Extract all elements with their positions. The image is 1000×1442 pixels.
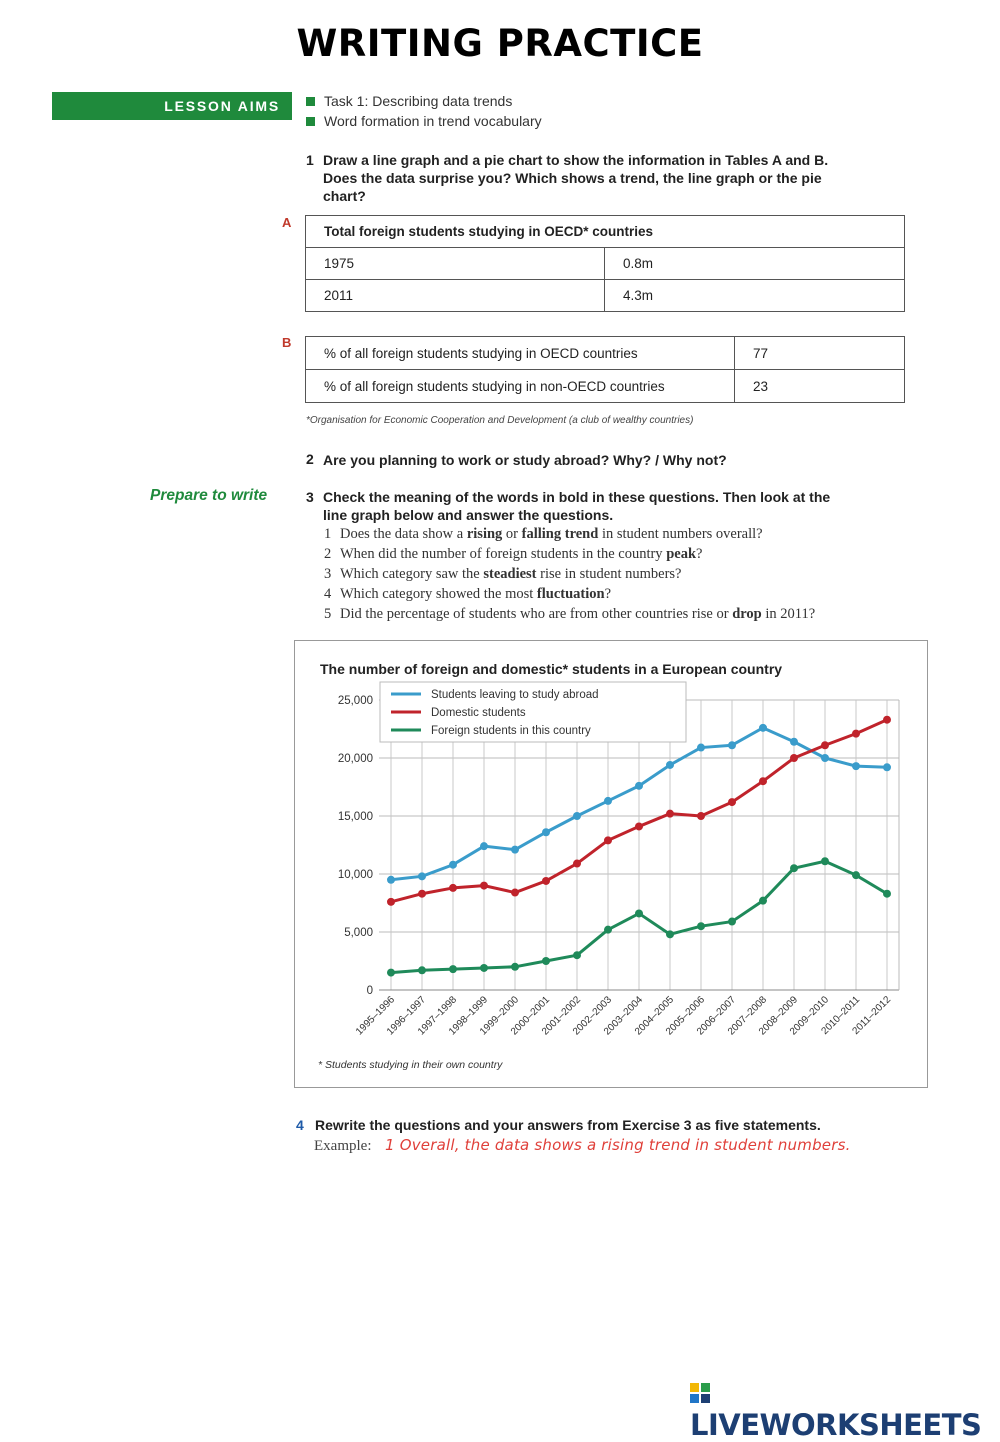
x-tick-label: 1995–1996 (353, 994, 398, 1038)
data-point (449, 884, 457, 892)
example-label: Example: (314, 1138, 372, 1154)
data-point (666, 930, 674, 938)
data-point (604, 836, 612, 844)
data-point (511, 889, 519, 897)
legend-label: Foreign students in this country (431, 725, 591, 737)
bullet-square-icon (306, 97, 315, 106)
data-point (759, 777, 767, 785)
data-point (697, 812, 705, 820)
data-point (449, 861, 457, 869)
subquestion: 5 Did the percentage of students who are from other countries rise or drop in 2011? (324, 606, 816, 622)
data-point (635, 782, 643, 790)
x-tick-label: 2007–2008 (725, 994, 770, 1038)
table-row (306, 337, 905, 370)
table-a-header: Total foreign students studying in OECD* countries (306, 216, 905, 248)
data-point (449, 965, 457, 973)
y-tick-label: 0 (366, 985, 373, 997)
data-point (511, 846, 519, 854)
data-point (852, 730, 860, 738)
table-b-letter: B (282, 335, 292, 350)
question-2-number: 2 (306, 451, 314, 467)
x-tick-label: 2010–2011 (819, 994, 863, 1037)
data-point (759, 724, 767, 732)
subquestion: 4 Which category showed the most fluctuation? (324, 586, 612, 602)
data-point (542, 877, 550, 885)
data-point (883, 716, 891, 724)
example-answer: 1 Overall, the data shows a rising trend in student numbers. (385, 1136, 851, 1154)
table-b (305, 336, 905, 403)
subquestion: 3 Which category saw the steadiest rise in student numbers? (324, 566, 682, 582)
table-cell: 23 (735, 370, 905, 403)
data-point (542, 957, 550, 965)
subquestion: 1 Does the data show a rising or falling trend in student numbers overall? (324, 526, 763, 542)
data-point (573, 860, 581, 868)
oecd-footnote: *Organisation for Economic Cooperation and Development (a club of wealthy countries) (306, 415, 694, 426)
legend-label: Domestic students (431, 707, 526, 719)
data-point (542, 828, 550, 836)
table-cell: 2011 (306, 280, 605, 312)
data-point (852, 871, 860, 879)
data-point (883, 890, 891, 898)
data-point (883, 763, 891, 771)
x-tick-label: 2008–2009 (756, 994, 801, 1038)
table-cell: % of all foreign students studying in non-OECD countries (306, 370, 735, 403)
table-cell: 0.8m (605, 248, 905, 280)
table-row (306, 280, 905, 312)
legend-label: Students leaving to study abroad (431, 689, 599, 701)
data-point (387, 876, 395, 884)
x-tick-label: 2000–2001 (508, 994, 553, 1038)
data-point (418, 966, 426, 974)
data-point (635, 822, 643, 830)
question-4-number: 4 (296, 1117, 304, 1133)
data-point (480, 842, 488, 850)
data-point (511, 963, 519, 971)
data-point (480, 964, 488, 972)
data-point (790, 738, 798, 746)
table-row (306, 370, 905, 403)
table-a (305, 215, 905, 312)
question-4-text: Rewrite the questions and your answers from Exercise 3 as five statements. (315, 1117, 821, 1133)
x-tick-label: 2011–2012 (850, 994, 894, 1037)
y-tick-label: 5,000 (344, 927, 373, 939)
data-point (604, 926, 612, 934)
x-tick-label: 2002–2003 (570, 994, 615, 1038)
y-tick-label: 15,000 (337, 811, 373, 823)
data-point (728, 741, 736, 749)
x-tick-label: 2005–2006 (663, 994, 708, 1038)
y-tick-label: 25,000 (337, 695, 373, 707)
data-point (790, 754, 798, 762)
table-cell: 4.3m (605, 280, 905, 312)
x-tick-label: 1997–1998 (415, 994, 460, 1038)
lesson-aims-label: LESSON AIMS (52, 92, 292, 120)
table-cell: 77 (735, 337, 905, 370)
data-point (573, 951, 581, 959)
data-point (821, 754, 829, 762)
page-title: WRITING PRACTICE (296, 22, 704, 65)
line-chart (294, 640, 928, 1088)
question-1-number: 1 (306, 152, 314, 168)
lesson-aim-item: Task 1: Describing data trends (306, 93, 512, 109)
x-tick-label: 2003–2004 (601, 994, 646, 1038)
lesson-aim-item: Word formation in trend vocabulary (306, 113, 542, 129)
data-point (697, 922, 705, 930)
bullet-square-icon (306, 117, 315, 126)
liveworksheets-logo-icon (690, 1383, 710, 1403)
table-a-letter: A (282, 215, 292, 230)
y-tick-label: 20,000 (337, 753, 373, 765)
data-point (387, 898, 395, 906)
data-point (821, 741, 829, 749)
prepare-to-write-label: Prepare to write (150, 487, 268, 504)
question-2-text: Are you planning to work or study abroad? Why? / Why not? (323, 452, 727, 468)
table-cell: % of all foreign students studying in OECD countries (306, 337, 735, 370)
x-tick-label: 1996–1997 (384, 994, 429, 1038)
data-point (728, 798, 736, 806)
data-point (759, 897, 767, 905)
x-tick-label: 1999–2000 (477, 994, 522, 1038)
data-point (604, 797, 612, 805)
y-tick-label: 10,000 (337, 869, 373, 881)
data-point (573, 812, 581, 820)
data-point (821, 857, 829, 865)
data-point (418, 872, 426, 880)
question-3-number: 3 (306, 489, 314, 505)
question-3-text: Check the meaning of the words in bold in these questions. Then look at the line graph below and answer the questions. (323, 489, 831, 523)
chart-title: The number of foreign and domestic* students in a European country (320, 661, 783, 677)
data-point (387, 969, 395, 977)
data-point (697, 744, 705, 752)
x-tick-label: 1998–1999 (446, 994, 491, 1038)
data-point (418, 890, 426, 898)
x-tick-label: 2001–2002 (539, 994, 584, 1038)
data-point (790, 864, 798, 872)
x-tick-label: 2009–2010 (787, 994, 832, 1038)
liveworksheets-logo: LIVEWORKSHEETS (690, 1374, 1000, 1442)
x-tick-label: 2006–2007 (694, 994, 739, 1038)
data-point (480, 882, 488, 890)
table-cell: 1975 (306, 248, 605, 280)
subquestion: 2 When did the number of foreign students in the country peak? (324, 546, 703, 562)
data-point (852, 762, 860, 770)
data-point (666, 761, 674, 769)
data-point (728, 918, 736, 926)
x-tick-label: 2004–2005 (632, 994, 677, 1038)
question-1-text: Draw a line graph and a pie chart to show the information in Tables A and B. Does the data surprise you? Which shows a trend, the line graph or the pie chart? (323, 152, 829, 204)
data-point (666, 810, 674, 818)
table-row (306, 248, 905, 280)
data-point (635, 909, 643, 917)
chart-footnote: * Students studying in their own country (318, 1059, 503, 1071)
